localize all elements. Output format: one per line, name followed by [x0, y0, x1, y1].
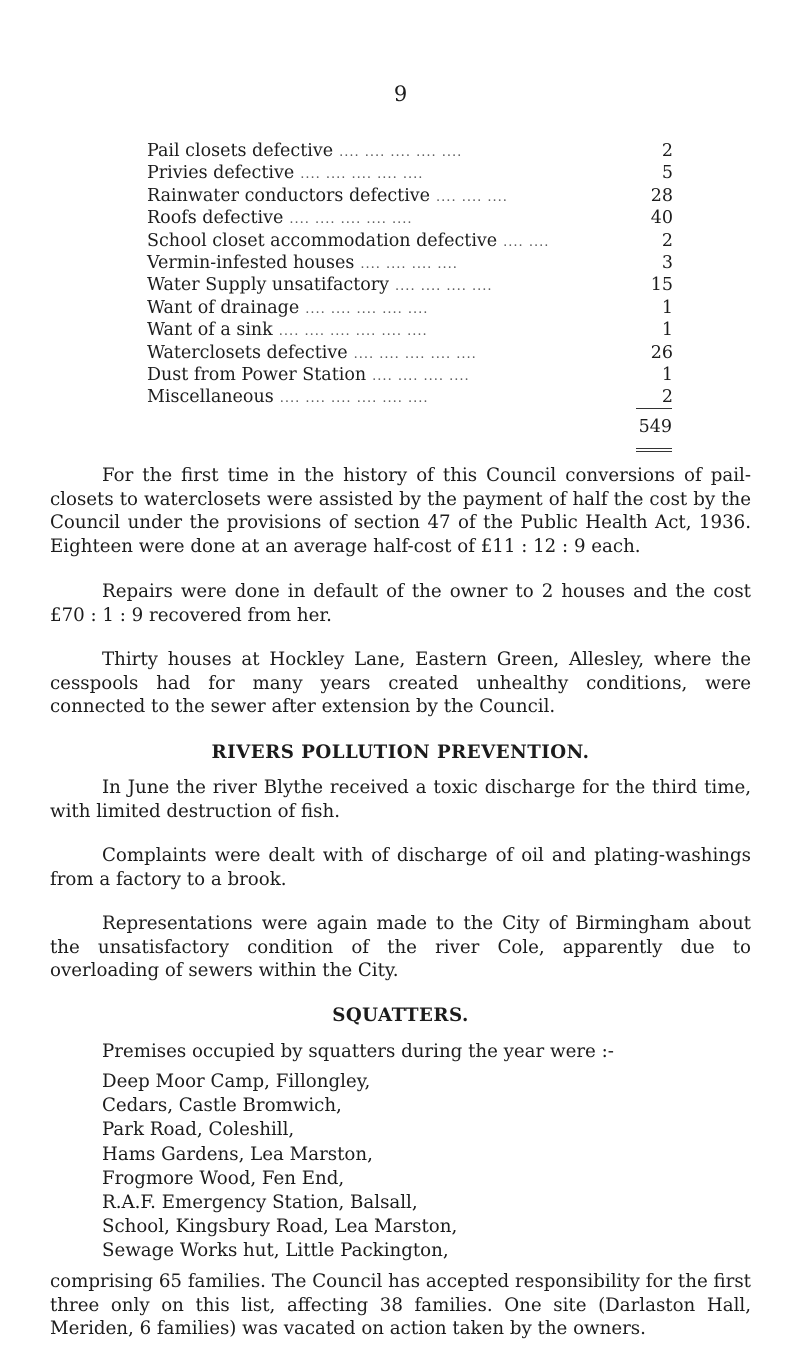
paragraph-hockley-lane [50, 648, 751, 719]
paragraph-text: Thirty houses at Hockley Lane, Eastern Green, Allesley, where the cesspools had for many years created unhealthy conditions, were connected to the sewer after extension by the Council. [50, 649, 751, 718]
table-row [147, 230, 673, 252]
heading-rivers-pollution: RIVERS POLLUTION PREVENTION. [211, 742, 590, 763]
defect-label: Want of drainage [147, 297, 300, 318]
paragraph-text: Repairs were done in default of the owner to 2 houses and the cost £70 : 1 : 9 recovered from her. [50, 581, 751, 626]
defect-count: 15 [650, 275, 673, 296]
total-rule [636, 408, 672, 409]
table-row [147, 364, 673, 386]
dot-leader: .... .... .... .... [395, 279, 493, 295]
defect-label: School closet accommodation defective [147, 230, 498, 251]
list-item: Hams Gardens, Lea Marston, [102, 1143, 373, 1165]
defect-label: Pail closets defective [147, 141, 334, 161]
page-number: 9 [393, 82, 408, 106]
paragraph-repairs [50, 580, 751, 627]
squatter-sites-list [102, 1070, 742, 1264]
defect-label: Water Supply unsatifactory [147, 275, 390, 296]
heading-squatters: SQUATTERS. [332, 1005, 469, 1026]
defect-label: Roofs defective [147, 208, 284, 229]
defect-label: Dust from Power Station [147, 364, 367, 385]
paragraph-families [50, 1270, 751, 1341]
paragraph-premises [50, 1040, 751, 1064]
paragraph-complaints [50, 844, 751, 891]
list-item: Park Road, Coleshill, [102, 1119, 295, 1141]
defect-count: 26 [650, 342, 673, 363]
defect-label: Want of a sink [147, 320, 273, 341]
dot-leader: .... .... .... .... .... .... [279, 391, 429, 407]
dot-leader: .... .... .... .... .... [339, 145, 463, 160]
defect-count: 2 [661, 141, 673, 161]
defect-label: Vermin-infested houses [147, 252, 355, 273]
defect-count: 28 [650, 185, 673, 206]
defect-count: 5 [661, 163, 673, 184]
defect-count: 1 [661, 364, 673, 385]
defect-count: 1 [661, 297, 673, 318]
paragraph-text: In June the river Blythe received a toxic discharge for the third time, with limited destruction of fish. [50, 777, 751, 822]
list-item: School, Kingsbury Road, Lea Marston, [102, 1216, 458, 1238]
defect-count: 40 [650, 208, 673, 229]
table-row [147, 319, 673, 341]
table-row [147, 386, 673, 408]
paragraph-text: Premises occupied by squatters during the year were :- [102, 1041, 614, 1062]
paragraph-text: Complaints were dealt with of discharge of oil and plating-washings from a factory to a brook. [50, 845, 751, 890]
defect-count: 2 [661, 230, 673, 251]
defect-count: 1 [661, 320, 673, 341]
dot-leader: .... .... .... .... .... [289, 212, 413, 228]
dot-leader: .... .... .... .... .... [300, 167, 424, 183]
dot-leader: .... .... .... .... .... [305, 301, 429, 317]
dot-leader: .... .... .... .... [360, 256, 458, 272]
table-row [147, 274, 673, 296]
list-item: Cedars, Castle Bromwich, [102, 1095, 342, 1117]
dot-leader: .... .... .... .... .... .... [278, 324, 428, 340]
double-rule [636, 448, 672, 452]
table-row [147, 342, 673, 364]
paragraph-text: comprising 65 families. The Council has accepted responsibility for the first three only on this list, affecting 38 families. One site (Darlaston Hall, Meriden, 6 families) was vacated on action taken by the owners. [50, 1271, 751, 1340]
table-row [147, 297, 673, 319]
table-row [147, 207, 673, 229]
dot-leader: .... .... .... [436, 189, 508, 205]
dot-leader: .... .... .... .... .... [353, 346, 477, 362]
list-item: Deep Moor Camp, Fillongley, [102, 1071, 371, 1092]
defect-label: Rainwater conductors defective [147, 185, 431, 206]
total-value: 549 [638, 417, 672, 437]
defect-count: 3 [661, 252, 673, 273]
paragraph-river-blythe [50, 776, 751, 823]
defect-count: 2 [661, 387, 673, 408]
table-row [147, 252, 673, 274]
list-item: R.A.F. Emergency Station, Balsall, [102, 1192, 418, 1214]
paragraph-text: Representations were again made to the City of Birmingham about the unsatisfactory condition of the river Cole, apparently due to overloading of sewers within the City. [50, 913, 751, 982]
table-row [147, 185, 673, 207]
dot-leader: .... .... [503, 234, 550, 250]
table-row [147, 162, 673, 184]
paragraph-text: For the first time in the history of this Council conversions of pail-closets to waterclosets were assisted by the payment of half the cost by the Council under the provisions of section 47 of the Public Health Act, 1936. Eighteen were done at an average half-cost of £11 : 12 : 9 each. [50, 465, 751, 557]
defect-label: Waterclosets defective [147, 342, 348, 363]
paragraph-conversions [50, 464, 751, 558]
list-item: Frogmore Wood, Fen End, [102, 1167, 345, 1189]
dot-leader: .... .... .... .... [372, 368, 470, 384]
defect-label: Privies defective [147, 163, 295, 184]
table-row [147, 140, 673, 162]
defects-table [147, 140, 673, 409]
defect-label: Miscellaneous [147, 387, 274, 408]
paragraph-birmingham [50, 912, 751, 983]
list-item: Sewage Works hut, Little Packington, [102, 1240, 449, 1262]
